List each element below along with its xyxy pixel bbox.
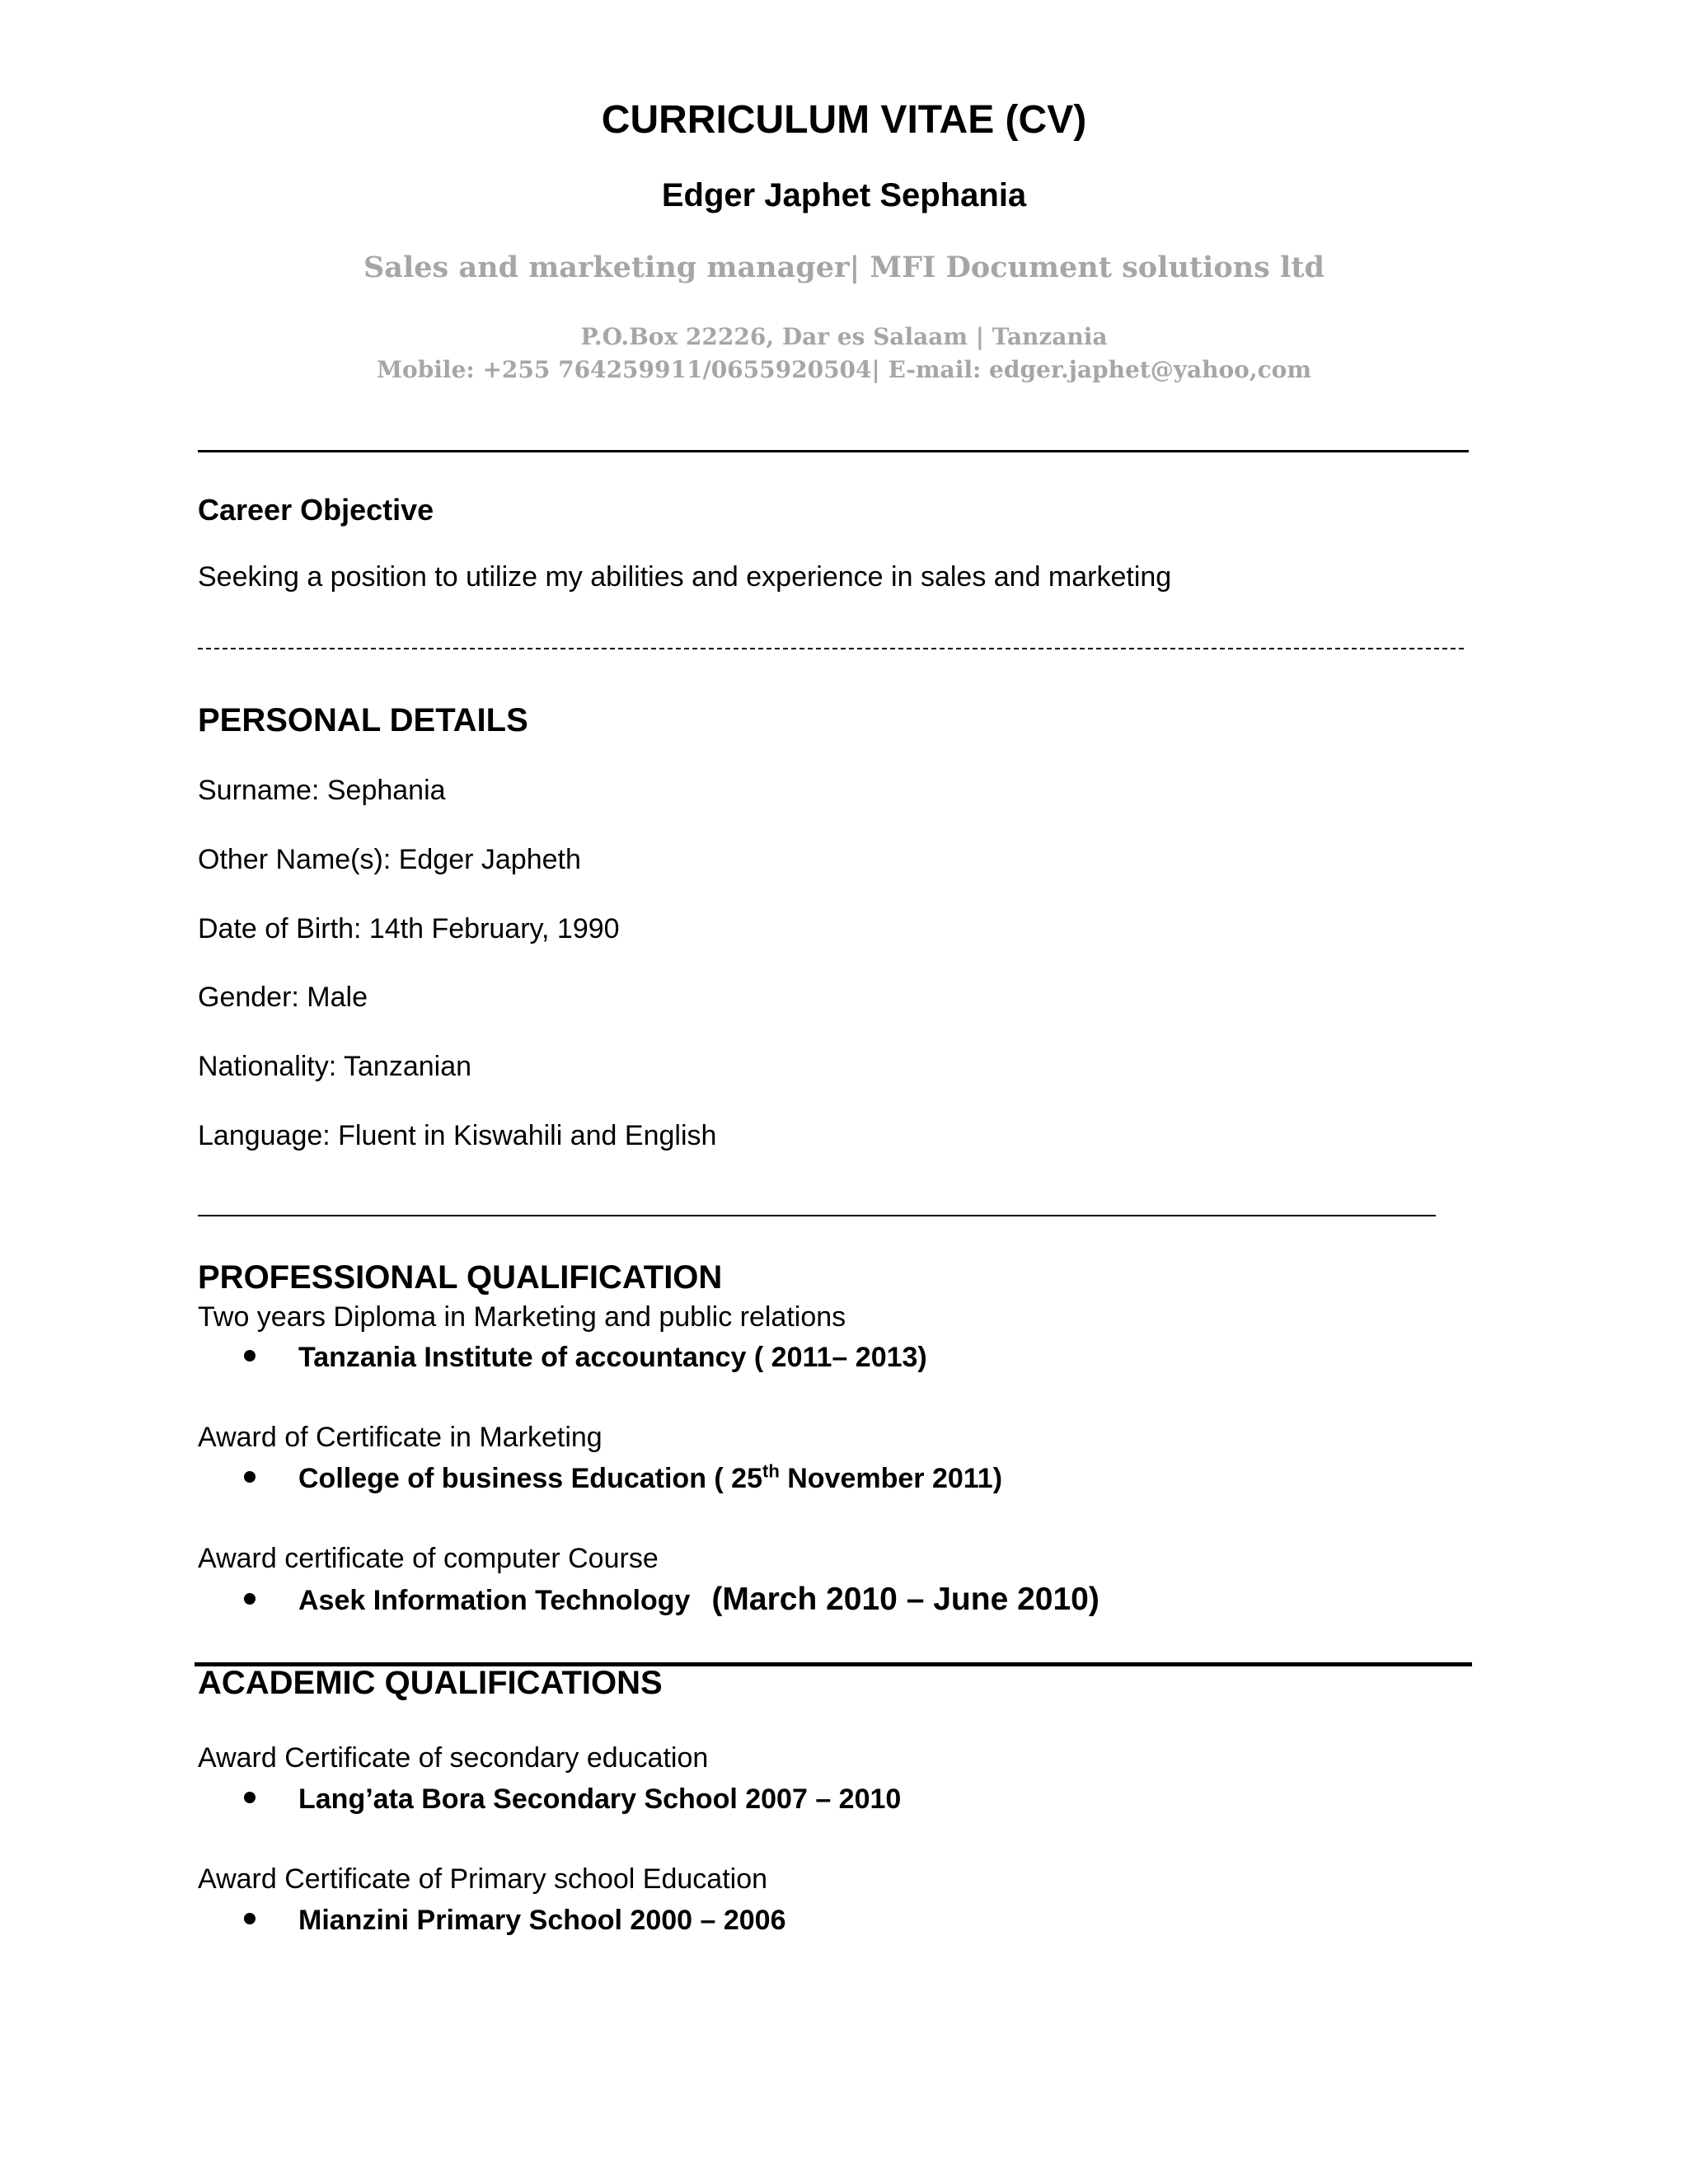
candidate-name: Edger Japhet Sephania	[661, 177, 1027, 213]
professional-award-1: Two years Diploma in Marketing and public relations	[198, 1301, 846, 1333]
bullet-icon	[244, 1792, 256, 1803]
institution-date: (March 2010 – June 2010)	[711, 1582, 1100, 1617]
personal-gender: Gender: Male	[198, 982, 368, 1013]
personal-nationality: Nationality: Tanzanian	[198, 1051, 472, 1082]
list-item	[244, 1905, 786, 1937]
personal-other-names: Other Name(s): Edger Japheth	[198, 844, 581, 875]
career-objective-heading: Career Objective	[198, 493, 434, 527]
document-title: CURRICULUM VITAE (CV)	[601, 98, 1087, 142]
ordinal-suffix: th	[762, 1460, 780, 1482]
academic-qualifications-heading: ACADEMIC QUALIFICATIONS	[198, 1665, 663, 1701]
institution-name: Lang’ata Bora Secondary School 2007 – 2010	[298, 1783, 902, 1815]
personal-details-heading: PERSONAL DETAILS	[198, 702, 528, 738]
dashed-divider	[198, 648, 1464, 649]
bullet-icon	[244, 1471, 256, 1483]
institution-name: Mianzini Primary School 2000 – 2006	[298, 1905, 786, 1936]
postal-address: P.O.Box 22226, Dar es Salaam | Tanzania	[580, 323, 1108, 350]
personal-date-of-birth: Date of Birth: 14th February, 1990	[198, 913, 620, 944]
bullet-icon	[244, 1350, 256, 1361]
contact-line: Mobile: +255 764259911/0655920504| E-mail: edger.japhet@yahoo,com	[377, 356, 1311, 383]
academic-award-2: Award Certificate of Primary school Education	[198, 1863, 768, 1895]
list-item	[244, 1582, 1100, 1618]
list-item	[244, 1460, 1003, 1495]
list-item	[244, 1783, 901, 1816]
job-title: Sales and marketing manager| MFI Document solutions ltd	[363, 251, 1325, 284]
institution-date: November 2011)	[779, 1463, 1003, 1494]
professional-award-2: Award of Certificate in Marketing	[198, 1422, 603, 1453]
bullet-icon	[244, 1913, 256, 1924]
institution-name: Asek Information Technology	[298, 1585, 691, 1616]
institution-name: College of business Education ( 25	[298, 1463, 762, 1494]
personal-language: Language: Fluent in Kiswahili and English	[198, 1120, 717, 1151]
academic-award-1: Award Certificate of secondary education	[198, 1742, 709, 1774]
personal-surname: Surname: Sephania	[198, 775, 446, 806]
career-objective-text: Seeking a position to utilize my abilities and experience in sales and marketing	[198, 561, 1172, 593]
professional-qualification-heading: PROFESSIONAL QUALIFICATION	[198, 1259, 723, 1296]
professional-award-3: Award certificate of computer Course	[198, 1543, 659, 1574]
list-item	[244, 1342, 927, 1374]
bullet-icon	[244, 1593, 256, 1605]
section-divider	[198, 1215, 1436, 1216]
header-divider	[198, 450, 1469, 452]
institution-name: Tanzania Institute of accountancy ( 2011– 2013)	[298, 1342, 927, 1373]
